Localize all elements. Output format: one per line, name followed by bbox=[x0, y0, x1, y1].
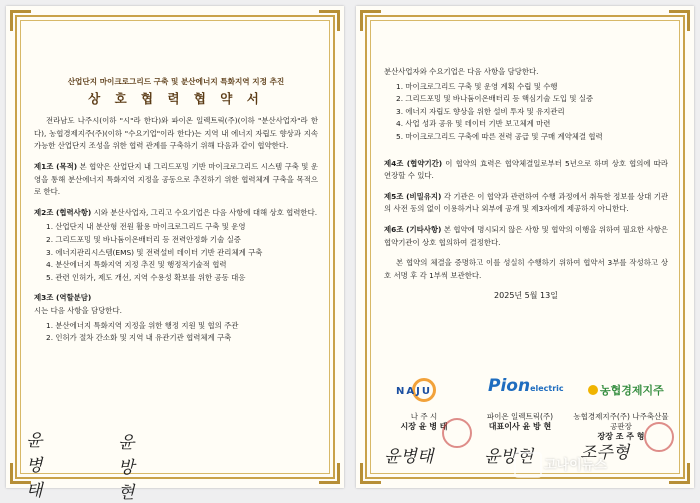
handwritten-signature: 윤병태 bbox=[26, 431, 43, 501]
article-3-list bbox=[34, 320, 318, 345]
article-6-body: 본 협약에 명시되지 않은 사항 및 협약의 이행을 위하여 필요한 사항은 협약기관이 상호 협의하여 결정한다. bbox=[384, 224, 668, 247]
watermark-text: 고나이뉴스 bbox=[544, 458, 607, 473]
corner-ornament-icon bbox=[319, 10, 340, 31]
article-6-heading: 제6조 (기타사항) bbox=[384, 224, 442, 234]
list-item: 2. 그리드포밍 및 바나듐이온배터리 등 핵심기술 도입 및 실증 bbox=[396, 94, 594, 104]
article-4-body: 이 협약의 효력은 협약체결일로부터 5년으로 하며 상호 협의에 따라 연장할 수 있다. bbox=[384, 158, 668, 181]
article-6 bbox=[384, 224, 668, 249]
preamble: 전라남도 나주시(이하 "시"라 한다)와 파이온 일렉트릭(주)(이하 "분산사업자"라 한다), 농협경제지주(주)(이하 "수요기업"이라 한다)는 지역 내 에너지 자립도 향상과 지속가능한 산업단지 조성을 위한 협력 관계를 구축하기 위해 다음과 같이 협약한다. bbox=[34, 116, 318, 151]
document-subtitle: 산업단지 마이크로그리드 구축 및 분산에너지 특화지역 지정 추진 bbox=[67, 77, 285, 86]
pion-logo-subtext: electric bbox=[530, 384, 564, 393]
handwritten-signature: 조주형 bbox=[580, 443, 630, 463]
corner-ornament-icon bbox=[10, 10, 31, 31]
article-2-list bbox=[34, 221, 318, 284]
list-item: 3. 에너지 자립도 향상을 위한 설비 투자 및 유지관리 bbox=[396, 106, 565, 116]
closing-statement: 본 협약의 체결을 증명하고 이를 성실히 수행하기 위하여 협약서 3부를 작성하고 상호 서명 후 각 1부씩 보관한다. bbox=[384, 258, 668, 280]
agreement-page-right bbox=[356, 6, 694, 488]
partner-logos bbox=[392, 376, 672, 404]
signing-date: 2025년 5월 13일 bbox=[494, 291, 558, 301]
list-item: 2. 인허가 절차 간소화 및 지역 내 유관기관 협력체계 구축 bbox=[46, 333, 232, 343]
list-item: 1. 산업단지 내 분산형 전원 활용 마이크로그리드 구축 및 운영 bbox=[46, 222, 246, 232]
corner-ornament-icon bbox=[319, 463, 340, 484]
handwritten-signature: 윤병태 bbox=[384, 447, 434, 467]
naju-logo-text: NAJU bbox=[396, 386, 432, 397]
roles-intro: 분산사업자와 수요기업은 다음 사항을 담당한다. bbox=[384, 67, 539, 76]
list-item: 5. 관련 인허가, 제도 개선, 지역 수용성 확보를 위한 공동 대응 bbox=[46, 272, 246, 282]
seal-stamp-icon bbox=[644, 422, 674, 452]
left-page-content bbox=[34, 48, 318, 353]
article-5-body: 각 기관은 이 협약과 관련하여 수행 과정에서 취득한 정보를 상대 기관의 사전 동의 없이 이용하거나 외부에 공개 및 제3자에게 제공하지 아니한다. bbox=[384, 191, 668, 214]
signatory-org: 농협경제지주(주) 나주축산물공판장 bbox=[573, 412, 669, 431]
list-item: 2. 그리드포밍 및 바나듐이온배터리 등 전력안정화 기술 실증 bbox=[46, 234, 241, 244]
list-item: 3. 에너지관리시스템(EMS) 및 전력설비 데이터 기반 관리체계 구축 bbox=[46, 247, 263, 257]
article-2 bbox=[34, 207, 318, 285]
roles-list bbox=[384, 81, 668, 144]
handwritten-signature: 윤방현 bbox=[484, 447, 534, 467]
article-1-body: 본 협약은 산업단지 내 그리드포밍 기반 마이크로그리드 시스템 구축 및 운영을 통해 분산에너지 특화지역 지정을 공동으로 추진하기 위한 협력체계 구축을 목적으로 한다. bbox=[34, 161, 318, 197]
nh-emblem-icon bbox=[588, 385, 598, 395]
article-3 bbox=[34, 292, 318, 344]
article-3-heading: 제3조 (역할분담) bbox=[34, 293, 92, 303]
corner-ornament-icon bbox=[669, 10, 690, 31]
news-watermark bbox=[514, 450, 684, 476]
list-item: 5. 마이크로그리드 구축에 따른 전력 공급 및 구매 계약체결 협력 bbox=[396, 131, 603, 141]
signatory-name: 대표이사 윤 방 현 bbox=[488, 422, 552, 431]
article-2-body: 시와 분산사업자, 그리고 수요기업은 다음 사항에 대해 상호 협력한다. bbox=[91, 207, 318, 217]
article-2-heading: 제2조 (협력사항) bbox=[34, 207, 92, 217]
article-3-body: 시는 다음 사항을 담당한다. bbox=[34, 305, 122, 315]
watermark-logo-icon bbox=[514, 452, 542, 478]
article-5-heading: 제5조 (비밀유지) bbox=[384, 191, 442, 201]
pion-logo-text: Pion bbox=[488, 376, 531, 396]
signatory-org: 파이온 일렉트릭(주) bbox=[486, 412, 554, 421]
signatory-org: 나 주 시 bbox=[410, 412, 438, 421]
document-title: 상 호 협 력 협 약 서 bbox=[88, 90, 264, 106]
signatory-pion bbox=[470, 412, 570, 432]
corner-ornament-icon bbox=[360, 10, 381, 31]
list-item: 1. 마이크로그리드 구축 및 운영 계획 수립 및 수행 bbox=[396, 81, 558, 91]
article-1-heading: 제1조 (목적) bbox=[34, 161, 78, 171]
article-5 bbox=[384, 191, 668, 216]
agreement-page-left bbox=[6, 6, 344, 503]
list-item: 1. 분산에너지 특화지역 지정을 위한 행정 지원 및 협의 주관 bbox=[46, 320, 239, 330]
nh-logo-text: 농협경제지주 bbox=[600, 384, 664, 397]
article-1 bbox=[34, 161, 318, 199]
handwritten-signature: 윤방현 bbox=[118, 433, 135, 503]
seal-stamp-icon bbox=[442, 418, 472, 448]
signatory-name: 장장 조 주 형 bbox=[597, 432, 645, 441]
nh-logo bbox=[588, 382, 664, 398]
article-4 bbox=[384, 158, 668, 183]
naju-city-logo bbox=[392, 378, 462, 404]
right-page-content bbox=[384, 66, 668, 309]
list-item: 4. 사업 성과 공유 및 데이터 기반 보고체계 마련 bbox=[396, 119, 551, 129]
signatory-name: 시장 윤 병 태 bbox=[400, 422, 448, 431]
list-item: 4. 분산에너지 특화지역 지정 추진 및 행정적기술적 협력 bbox=[46, 260, 227, 270]
article-4-heading: 제4조 (협약기간) bbox=[384, 158, 443, 168]
pion-electric-logo bbox=[488, 376, 578, 404]
roles-continued bbox=[384, 66, 668, 144]
